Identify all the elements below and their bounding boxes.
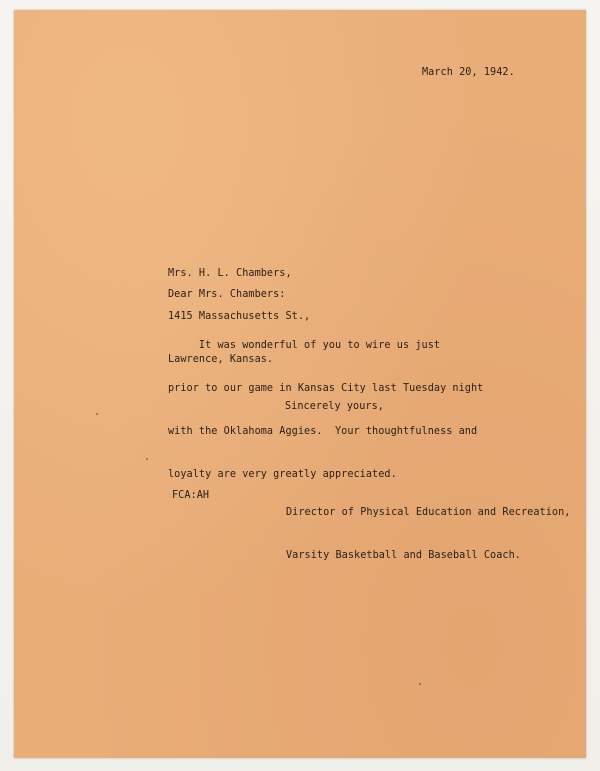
signature-title-line: Director of Physical Education and Recreation, [286, 506, 571, 518]
body-line: with the Oklahoma Aggies. Your thoughtfulness and [168, 426, 478, 438]
body-line: It was wonderful of you to wire us just [168, 339, 441, 351]
paper-speck [419, 683, 421, 685]
signature-block [286, 477, 570, 578]
salutation: Dear Mrs. Chambers: [168, 289, 286, 300]
letter-date: March 20, 1942. [422, 67, 515, 78]
body-line: loyalty are very greatly appreciated. [168, 469, 397, 481]
closing: Sincerely yours, [285, 401, 384, 412]
paper-speck [146, 458, 148, 460]
body-line: prior to our game in Kansas City last Tuesday night [168, 383, 484, 395]
paper-speck [96, 413, 98, 415]
typist-initials: FCA:AH [172, 490, 210, 501]
recipient-name: Mrs. H. L. Chambers, [168, 267, 292, 279]
recipient-city: Lawrence, Kansas. [168, 354, 274, 366]
signature-title-line: Varsity Basketball and Baseball Coach. [286, 550, 521, 562]
recipient-street: 1415 Massachusetts St., [168, 311, 311, 323]
